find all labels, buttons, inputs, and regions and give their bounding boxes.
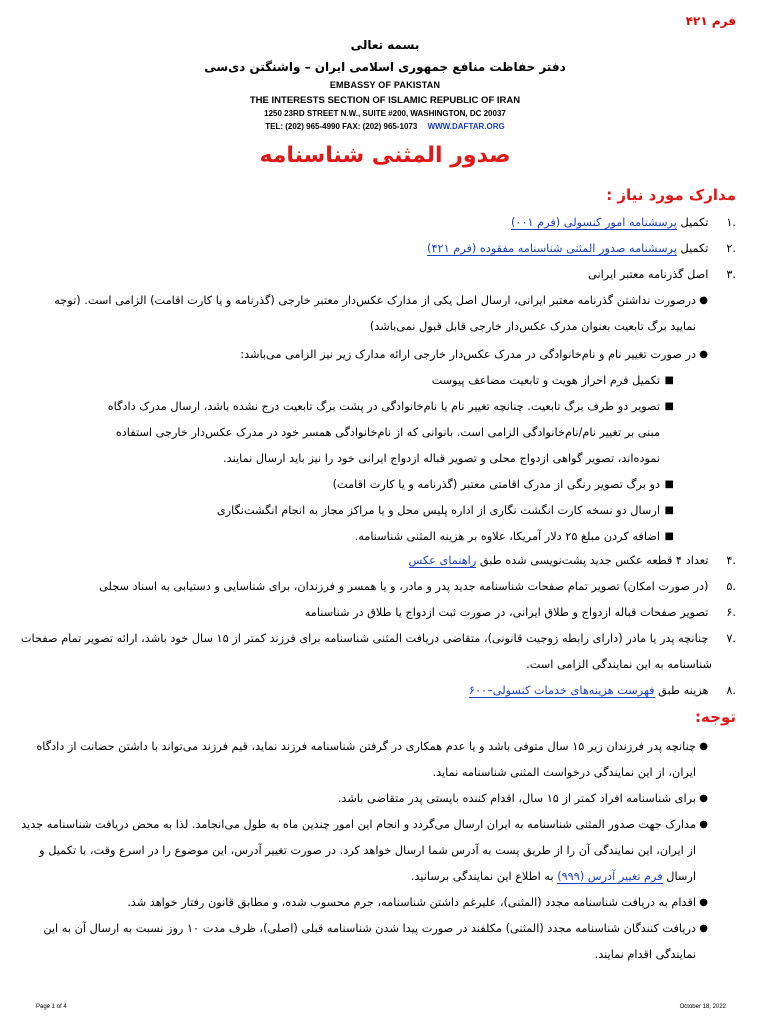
page-title: صدور المثنی شناسنامه [259,143,511,168]
note-4: اقدام به دریافت شناسنامه مجدد (المثنی)، علیرغم داشتن شناسنامه، جرم محسوب شده، و مطابق قانون رفتار خواهد شد. [127,896,696,909]
sub-bullet-4: ارسال دو نسخه کارت انگشت نگاری از اداره پلیس محل و یا مراکز مجاز به انجام انگشت‌نگاری [216,504,660,517]
website-link[interactable]: WWW.DAFTAR.ORG [427,122,505,131]
square-bullet-icon: ■ [664,479,674,490]
list-item-4: .۴ تعداد ۴ قطعه عکس جدید پشت‌نویسی شده طبق راهنمای عکس [408,554,736,567]
list-item-7: .۷ چنانچه پدر یا مادر (دارای رابطه زوجیت قانونی)، متقاضی دریافت المثنی شناسنامه برای فرزند کمتر از ۱۵ سال خود باشد، ارائه تصویر تمام صفحات [20,632,736,645]
photo-guide-link[interactable]: راهنمای عکس [408,554,477,567]
sub-bullet-1: تکمیل فرم احراز هویت و تابعیت مضاعف پیوست [431,374,660,387]
sub-bullet-2b: مبنی بر تغییر نام/نام‌خانوادگی الزامی است. بانوانی که از نام‌خانوادگی همسر خود در مدرک عکس‌دار خارجی استفاده [115,426,660,439]
form-number: فرم ۴۲۱ [685,14,736,28]
office-title: دفتر حفاظت منافع جمهوری اسلامی ایران – واشنگتن دی‌سی [204,60,566,74]
note-3b: از ایران، این نمایندگی آن را از طریق پست به آدرس شما ارسال خواهد کرد. در صورت تغییر آدرس، این موضوع را در اسرع وقت، با تکمیل و [39,844,696,857]
list-item-5: .۵ (در صورت امکان) تصویر تمام صفحات شناسنامه جدید پدر و مادر، و یا همسر و فرزندان، برای شناسایی و دستیابی به اسناد سجلی [99,580,736,593]
note-1a: چنانچه پدر فرزندان زیر ۱۵ سال متوفی باشد و یا عدم همکاری در گرفتن شناسنامه فرزند نماید، قیم فرزند می‌تواند با داشتن حضانت از دادگاه [36,740,696,753]
bullet-passport-2: نمایید برگ تابعیت بعنوان مدرک عکس‌دار خارجی قابل قبول نمی‌باشد) [369,320,696,333]
sub-bullet-2c: نموده‌اند، تصویر گواهی ازدواج محلی و تصویر قباله ازدواج ایرانی خود را نیز باید ارسال نمایند. [223,452,660,465]
bismillah: بسمه تعالی [350,38,420,52]
bullet-icon: ● [699,897,708,908]
square-bullet-icon: ■ [664,401,674,412]
bullet-passport-1: درصورت نداشتن گذرنامه معتبر ایرانی، ارسال اصل یکی از مدارک عکس‌دار معتبر خارجی (گذرنامه و یا کارت اقامت) الزامی است. (توجه [54,294,696,307]
square-bullet-icon: ■ [664,531,674,542]
list-item-3: .۳ اصل گذرنامه معتبر ایرانی [588,268,736,281]
contact-line [0,122,770,131]
bullet-icon: ● [699,741,708,752]
embassy-name: EMBASSY OF PAKISTAN [329,80,441,90]
list-item-1: .۱ تکمیل پرسشنامه امور کنسولی (فرم ۰۰۱) [510,216,736,229]
square-bullet-icon: ■ [664,375,674,386]
note-3c: ارسال فرم تغییر آدرس (۹۹۹) به اطلاع این نمایندگی برسانید. [410,870,696,883]
consular-form-link[interactable]: پرسشنامه امور کنسولی (فرم ۰۰۱) [510,216,677,229]
bullet-name-change: در صورت تغییر نام و نام‌خانوادگی در مدرک عکس‌دار خارجی ارائه مدارک زیر نیز الزامی می‌باشد: [240,348,696,361]
note-1b: ایران، از این نمایندگی درخواست المثنی شناسنامه نماید. [432,766,696,779]
address-change-link[interactable]: فرم تغییر آدرس (۹۹۹) [557,870,663,883]
lost-id-form-link[interactable]: پرسشنامه صدور المثنی شناسنامه مفقوده (فرم ۴۲۱) [427,242,677,255]
list-item-7-cont: شناسنامه به این نمایندگی الزامی است. [526,658,712,671]
sub-bullet-3: دو برگ تصویر رنگی از مدرک اقامتی معتبر (گذرنامه و یا کارت اقامت) [332,478,660,491]
phone-fax: TEL: (202) 965-4990 FAX: (202) 965-1073 [265,122,418,131]
list-item-6: .۶ تصویر صفحات قباله ازدواج و طلاق ایرانی، در صورت ثبت ازدواج یا طلاق در شناسنامه [304,606,736,619]
bullet-icon: ● [699,819,708,830]
page-number: Page 1 of 4 [36,1004,67,1010]
sub-bullet-5: اضافه کردن مبلغ ۲۵ دلار آمریکا، علاوه بر هزینه المثنی شناسنامه. [354,530,660,543]
note-5a: دریافت کنندگان شناسنامه مجدد (المثنی) مکلفند در صورت پیدا شدن شناسنامه قبلی (اصلی)، ظرف مدت ۱۰ روز نسبت به ارسال آن به این [43,922,696,935]
address: 1250 23RD STREET N.W., SUITE #200, WASHINGTON, DC 20037 [264,109,506,118]
fee-list-link[interactable]: فهرست هزینه‌های خدمات کنسولی–۶۰۰ [468,684,655,697]
bullet-icon: ● [699,295,708,306]
bullet-icon: ● [699,349,708,360]
note-3a: مدارک جهت صدور المثنی شناسنامه به ایران ارسال می‌گردد و انجام این امور چندین ماه به طول می‌انجامد. لذا به محض دریافت شناسنامه جدید [21,818,696,831]
bullet-icon: ● [699,793,708,804]
list-item-8: .۸ هزینه طبق فهرست هزینه‌های خدمات کنسولی–۶۰۰ [468,684,736,697]
required-docs-heading: مدارک مورد نیاز : [606,186,736,204]
interests-section: THE INTERESTS SECTION OF ISLAMIC REPUBLIC OF IRAN [249,95,521,106]
square-bullet-icon: ■ [664,505,674,516]
note-2: برای شناسنامه افراد کمتر از ۱۵ سال، اقدام کننده بایستی پدر متقاضی باشد. [337,792,696,805]
list-item-2: .۲ تکمیل پرسشنامه صدور المثنی شناسنامه مفقوده (فرم ۴۲۱) [427,242,736,255]
bullet-icon: ● [699,923,708,934]
sub-bullet-2a: تصویر دو طرف برگ تابعیت. چنانچه تغییر نام یا نام‌خانوادگی در پشت برگ تابعیت درج نشده باشد، ارسال مدرک دادگاه [107,400,660,413]
note-5b: نمایندگی اقدام نمایند. [594,948,696,961]
document-date: October 18, 2022 [679,1004,726,1010]
notes-heading: توجه: [695,708,736,726]
